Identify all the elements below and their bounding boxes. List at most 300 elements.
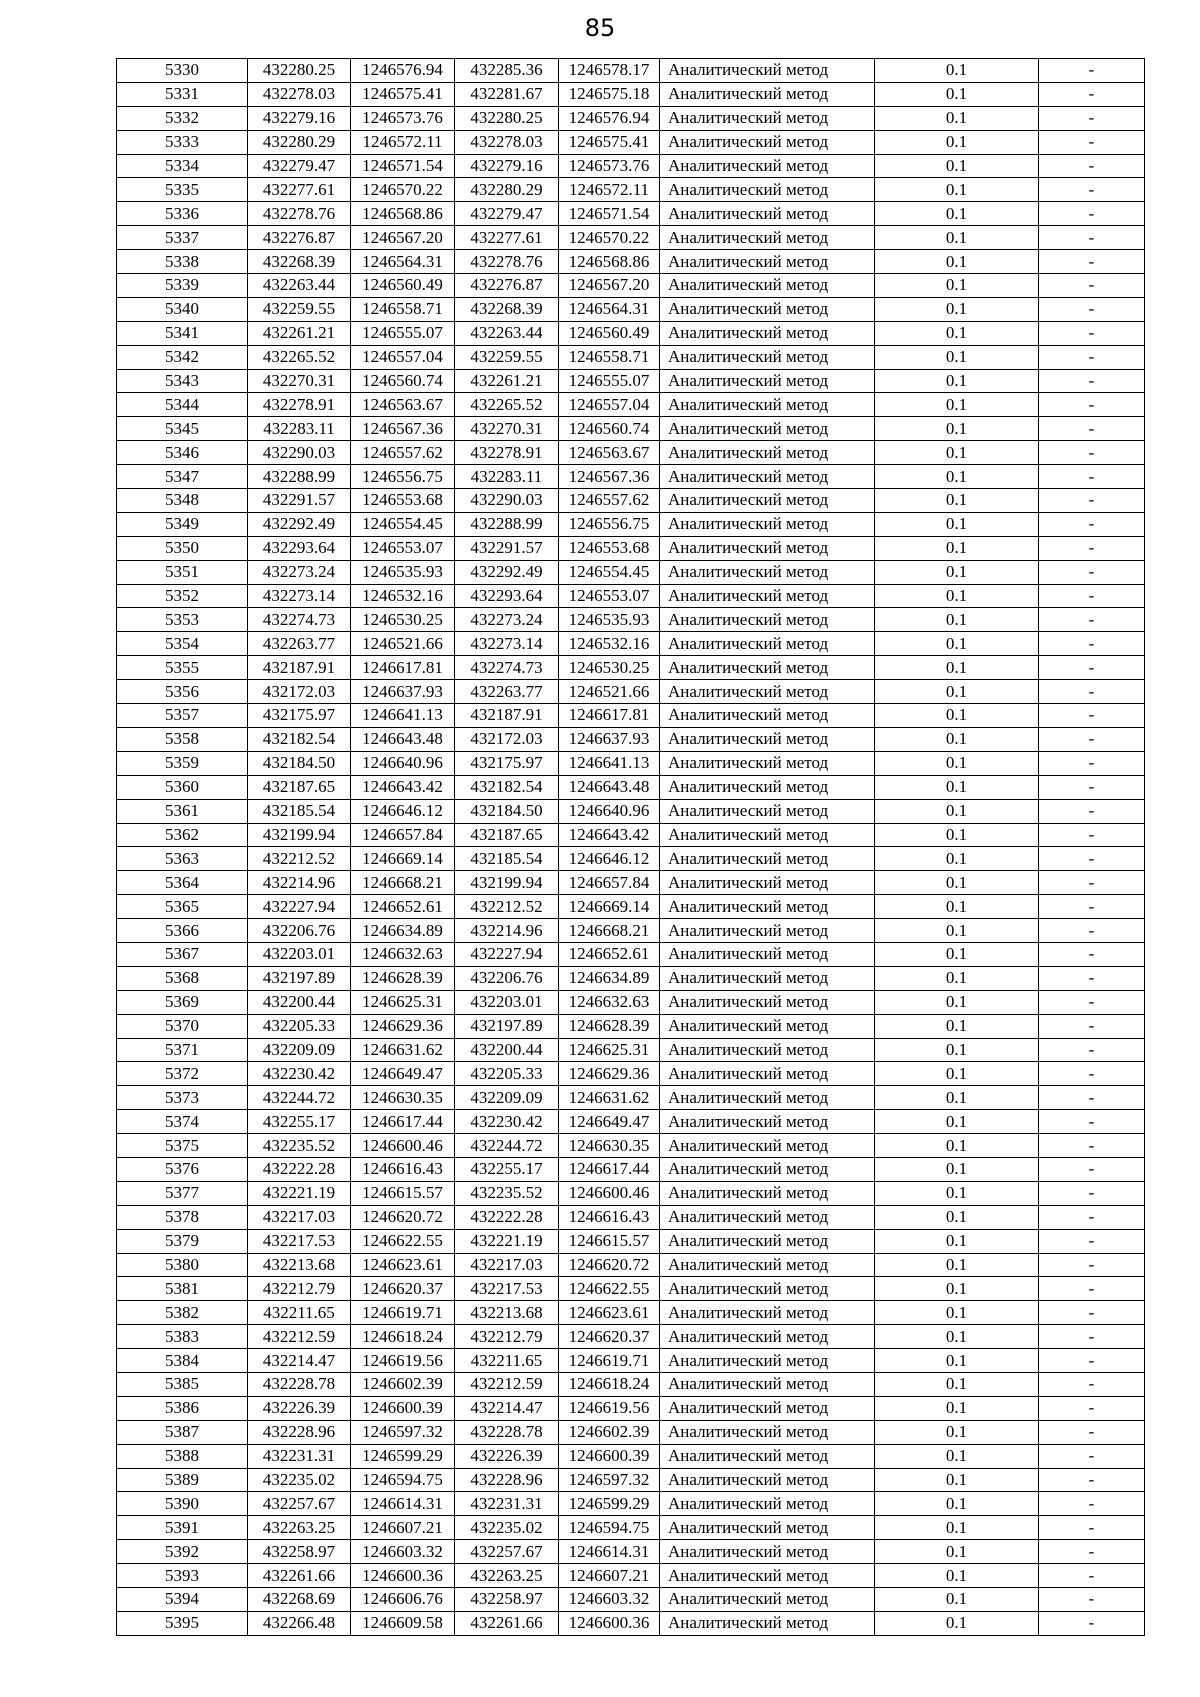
x2-cell: 432278.03: [455, 130, 559, 154]
x1-cell: 432273.14: [248, 584, 351, 608]
point-number-cell: 5359: [117, 751, 248, 775]
method-cell: Аналитический метод: [660, 751, 875, 775]
accuracy-cell: 0.1: [875, 1492, 1039, 1516]
x2-cell: 432217.03: [455, 1253, 559, 1277]
y1-cell: 1246643.48: [351, 727, 455, 751]
y1-cell: 1246630.35: [351, 1086, 455, 1110]
method-cell: Аналитический метод: [660, 1420, 875, 1444]
y2-cell: 1246555.07: [559, 369, 660, 393]
x1-cell: 432226.39: [248, 1396, 351, 1420]
y2-cell: 1246619.71: [559, 1349, 660, 1373]
x1-cell: 432235.52: [248, 1134, 351, 1158]
point-number-cell: 5349: [117, 512, 248, 536]
y1-cell: 1246557.04: [351, 345, 455, 369]
method-cell: Аналитический метод: [660, 345, 875, 369]
y2-cell: 1246560.49: [559, 321, 660, 345]
table-row: [117, 942, 1145, 966]
table-row: [117, 1277, 1145, 1301]
method-cell: Аналитический метод: [660, 584, 875, 608]
table-row: [117, 1110, 1145, 1134]
y1-cell: 1246597.32: [351, 1420, 455, 1444]
y1-cell: 1246617.44: [351, 1110, 455, 1134]
accuracy-cell: 0.1: [875, 1014, 1039, 1038]
x2-cell: 432211.65: [455, 1349, 559, 1373]
accuracy-cell: 0.1: [875, 465, 1039, 489]
y2-cell: 1246560.74: [559, 417, 660, 441]
y2-cell: 1246622.55: [559, 1277, 660, 1301]
note-cell: -: [1039, 441, 1145, 465]
accuracy-cell: 0.1: [875, 1588, 1039, 1612]
note-cell: -: [1039, 919, 1145, 943]
x1-cell: 432222.28: [248, 1157, 351, 1181]
method-cell: Аналитический метод: [660, 297, 875, 321]
y2-cell: 1246557.04: [559, 393, 660, 417]
note-cell: -: [1039, 1110, 1145, 1134]
x1-cell: 432279.16: [248, 106, 351, 130]
point-number-cell: 5358: [117, 727, 248, 751]
table-row: [117, 823, 1145, 847]
point-number-cell: 5330: [117, 59, 248, 83]
x1-cell: 432258.97: [248, 1540, 351, 1564]
y2-cell: 1246631.62: [559, 1086, 660, 1110]
y2-cell: 1246617.44: [559, 1157, 660, 1181]
table-row: [117, 632, 1145, 656]
x2-cell: 432226.39: [455, 1444, 559, 1468]
accuracy-cell: 0.1: [875, 1564, 1039, 1588]
x2-cell: 432244.72: [455, 1134, 559, 1158]
x1-cell: 432261.21: [248, 321, 351, 345]
x2-cell: 432172.03: [455, 727, 559, 751]
method-cell: Аналитический метод: [660, 1014, 875, 1038]
accuracy-cell: 0.1: [875, 966, 1039, 990]
table-row: [117, 1086, 1145, 1110]
note-cell: -: [1039, 1588, 1145, 1612]
y1-cell: 1246600.39: [351, 1396, 455, 1420]
x2-cell: 432222.28: [455, 1205, 559, 1229]
point-number-cell: 5381: [117, 1277, 248, 1301]
accuracy-cell: 0.1: [875, 775, 1039, 799]
point-number-cell: 5376: [117, 1157, 248, 1181]
x1-cell: 432200.44: [248, 990, 351, 1014]
note-cell: -: [1039, 1205, 1145, 1229]
method-cell: Аналитический метод: [660, 202, 875, 226]
accuracy-cell: 0.1: [875, 1444, 1039, 1468]
accuracy-cell: 0.1: [875, 1205, 1039, 1229]
accuracy-cell: 0.1: [875, 1325, 1039, 1349]
y2-cell: 1246530.25: [559, 656, 660, 680]
point-number-cell: 5393: [117, 1564, 248, 1588]
x2-cell: 432184.50: [455, 799, 559, 823]
accuracy-cell: 0.1: [875, 441, 1039, 465]
table-row: [117, 1420, 1145, 1444]
y2-cell: 1246607.21: [559, 1564, 660, 1588]
x2-cell: 432263.44: [455, 321, 559, 345]
table-row: [117, 1492, 1145, 1516]
x1-cell: 432255.17: [248, 1110, 351, 1134]
accuracy-cell: 0.1: [875, 202, 1039, 226]
table-row: [117, 1468, 1145, 1492]
y2-cell: 1246602.39: [559, 1420, 660, 1444]
point-number-cell: 5352: [117, 584, 248, 608]
note-cell: -: [1039, 1492, 1145, 1516]
y1-cell: 1246652.61: [351, 895, 455, 919]
y2-cell: 1246567.20: [559, 274, 660, 298]
note-cell: -: [1039, 1540, 1145, 1564]
x2-cell: 432187.65: [455, 823, 559, 847]
table-row: [117, 895, 1145, 919]
point-number-cell: 5337: [117, 226, 248, 250]
x1-cell: 432184.50: [248, 751, 351, 775]
note-cell: -: [1039, 871, 1145, 895]
point-number-cell: 5372: [117, 1062, 248, 1086]
note-cell: -: [1039, 226, 1145, 250]
accuracy-cell: 0.1: [875, 1229, 1039, 1253]
point-number-cell: 5370: [117, 1014, 248, 1038]
y1-cell: 1246614.31: [351, 1492, 455, 1516]
x2-cell: 432197.89: [455, 1014, 559, 1038]
x2-cell: 432290.03: [455, 489, 559, 513]
method-cell: Аналитический метод: [660, 919, 875, 943]
point-number-cell: 5333: [117, 130, 248, 154]
point-number-cell: 5367: [117, 942, 248, 966]
accuracy-cell: 0.1: [875, 489, 1039, 513]
table-row: [117, 369, 1145, 393]
x1-cell: 432172.03: [248, 680, 351, 704]
point-number-cell: 5379: [117, 1229, 248, 1253]
method-cell: Аналитический метод: [660, 1134, 875, 1158]
method-cell: Аналитический метод: [660, 226, 875, 250]
point-number-cell: 5338: [117, 250, 248, 274]
note-cell: -: [1039, 130, 1145, 154]
note-cell: -: [1039, 1014, 1145, 1038]
table-row: [117, 1134, 1145, 1158]
method-cell: Аналитический метод: [660, 1157, 875, 1181]
point-number-cell: 5344: [117, 393, 248, 417]
y2-cell: 1246614.31: [559, 1540, 660, 1564]
x2-cell: 432279.47: [455, 202, 559, 226]
y1-cell: 1246563.67: [351, 393, 455, 417]
method-cell: Аналитический метод: [660, 1540, 875, 1564]
y2-cell: 1246576.94: [559, 106, 660, 130]
table-row: [117, 536, 1145, 560]
method-cell: Аналитический метод: [660, 1110, 875, 1134]
note-cell: -: [1039, 990, 1145, 1014]
x2-cell: 432283.11: [455, 465, 559, 489]
table-row: [117, 871, 1145, 895]
method-cell: Аналитический метод: [660, 106, 875, 130]
note-cell: -: [1039, 704, 1145, 728]
y1-cell: 1246567.36: [351, 417, 455, 441]
accuracy-cell: 0.1: [875, 297, 1039, 321]
method-cell: Аналитический метод: [660, 1062, 875, 1086]
accuracy-cell: 0.1: [875, 1349, 1039, 1373]
x1-cell: 432231.31: [248, 1444, 351, 1468]
accuracy-cell: 0.1: [875, 321, 1039, 345]
y2-cell: 1246572.11: [559, 178, 660, 202]
method-cell: Аналитический метод: [660, 656, 875, 680]
x1-cell: 432279.47: [248, 154, 351, 178]
note-cell: -: [1039, 751, 1145, 775]
note-cell: -: [1039, 297, 1145, 321]
method-cell: Аналитический метод: [660, 727, 875, 751]
y2-cell: 1246617.81: [559, 704, 660, 728]
table-row: [117, 1372, 1145, 1396]
accuracy-cell: 0.1: [875, 1611, 1039, 1635]
table-row: [117, 274, 1145, 298]
x1-cell: 432212.79: [248, 1277, 351, 1301]
method-cell: Аналитический метод: [660, 966, 875, 990]
method-cell: Аналитический метод: [660, 59, 875, 83]
x2-cell: 432182.54: [455, 775, 559, 799]
x1-cell: 432291.57: [248, 489, 351, 513]
x1-cell: 432268.39: [248, 250, 351, 274]
accuracy-cell: 0.1: [875, 130, 1039, 154]
x1-cell: 432228.78: [248, 1372, 351, 1396]
table-row: [117, 82, 1145, 106]
x2-cell: 432185.54: [455, 847, 559, 871]
y1-cell: 1246554.45: [351, 512, 455, 536]
x1-cell: 432214.47: [248, 1349, 351, 1373]
x2-cell: 432175.97: [455, 751, 559, 775]
x2-cell: 432257.67: [455, 1540, 559, 1564]
y2-cell: 1246553.68: [559, 536, 660, 560]
x2-cell: 432263.77: [455, 680, 559, 704]
x1-cell: 432227.94: [248, 895, 351, 919]
method-cell: Аналитический метод: [660, 1492, 875, 1516]
x1-cell: 432259.55: [248, 297, 351, 321]
y1-cell: 1246571.54: [351, 154, 455, 178]
table-row: [117, 1062, 1145, 1086]
y2-cell: 1246558.71: [559, 345, 660, 369]
point-number-cell: 5339: [117, 274, 248, 298]
y1-cell: 1246572.11: [351, 130, 455, 154]
x1-cell: 432185.54: [248, 799, 351, 823]
point-number-cell: 5351: [117, 560, 248, 584]
point-number-cell: 5360: [117, 775, 248, 799]
y2-cell: 1246575.18: [559, 82, 660, 106]
point-number-cell: 5371: [117, 1038, 248, 1062]
method-cell: Аналитический метод: [660, 608, 875, 632]
x1-cell: 432228.96: [248, 1420, 351, 1444]
y2-cell: 1246625.31: [559, 1038, 660, 1062]
y1-cell: 1246623.61: [351, 1253, 455, 1277]
x2-cell: 432187.91: [455, 704, 559, 728]
table-row: [117, 1516, 1145, 1540]
x2-cell: 432268.39: [455, 297, 559, 321]
point-number-cell: 5340: [117, 297, 248, 321]
table-row: [117, 584, 1145, 608]
y1-cell: 1246607.21: [351, 1516, 455, 1540]
method-cell: Аналитический метод: [660, 130, 875, 154]
method-cell: Аналитический метод: [660, 680, 875, 704]
point-number-cell: 5364: [117, 871, 248, 895]
note-cell: -: [1039, 656, 1145, 680]
y1-cell: 1246619.71: [351, 1301, 455, 1325]
x1-cell: 432212.52: [248, 847, 351, 871]
y2-cell: 1246599.29: [559, 1492, 660, 1516]
accuracy-cell: 0.1: [875, 632, 1039, 656]
point-number-cell: 5373: [117, 1086, 248, 1110]
x2-cell: 432270.31: [455, 417, 559, 441]
point-number-cell: 5392: [117, 1540, 248, 1564]
accuracy-cell: 0.1: [875, 250, 1039, 274]
x1-cell: 432278.03: [248, 82, 351, 106]
point-number-cell: 5354: [117, 632, 248, 656]
x2-cell: 432258.97: [455, 1588, 559, 1612]
x1-cell: 432187.91: [248, 656, 351, 680]
y2-cell: 1246556.75: [559, 512, 660, 536]
note-cell: -: [1039, 274, 1145, 298]
table-row: [117, 847, 1145, 871]
y2-cell: 1246620.72: [559, 1253, 660, 1277]
note-cell: -: [1039, 632, 1145, 656]
x1-cell: 432182.54: [248, 727, 351, 751]
note-cell: -: [1039, 106, 1145, 130]
x2-cell: 432276.87: [455, 274, 559, 298]
accuracy-cell: 0.1: [875, 1372, 1039, 1396]
table-row: [117, 1325, 1145, 1349]
note-cell: -: [1039, 1229, 1145, 1253]
x1-cell: 432280.25: [248, 59, 351, 83]
note-cell: -: [1039, 369, 1145, 393]
x2-cell: 432291.57: [455, 536, 559, 560]
table-row: [117, 1205, 1145, 1229]
accuracy-cell: 0.1: [875, 727, 1039, 751]
x1-cell: 432187.65: [248, 775, 351, 799]
table-row: [117, 489, 1145, 513]
x1-cell: 432266.48: [248, 1611, 351, 1635]
y2-cell: 1246641.13: [559, 751, 660, 775]
y1-cell: 1246618.24: [351, 1325, 455, 1349]
note-cell: -: [1039, 1611, 1145, 1635]
point-number-cell: 5395: [117, 1611, 248, 1635]
x1-cell: 432277.61: [248, 178, 351, 202]
x1-cell: 432197.89: [248, 966, 351, 990]
accuracy-cell: 0.1: [875, 871, 1039, 895]
method-cell: Аналитический метод: [660, 1468, 875, 1492]
y2-cell: 1246616.43: [559, 1205, 660, 1229]
x1-cell: 432205.33: [248, 1014, 351, 1038]
x2-cell: 432200.44: [455, 1038, 559, 1062]
y1-cell: 1246616.43: [351, 1157, 455, 1181]
x2-cell: 432261.66: [455, 1611, 559, 1635]
y1-cell: 1246532.16: [351, 584, 455, 608]
table-row: [117, 154, 1145, 178]
x1-cell: 432270.31: [248, 369, 351, 393]
table-row: [117, 1253, 1145, 1277]
y2-cell: 1246629.36: [559, 1062, 660, 1086]
y2-cell: 1246640.96: [559, 799, 660, 823]
x1-cell: 432209.09: [248, 1038, 351, 1062]
note-cell: -: [1039, 417, 1145, 441]
accuracy-cell: 0.1: [875, 942, 1039, 966]
y1-cell: 1246576.94: [351, 59, 455, 83]
note-cell: -: [1039, 560, 1145, 584]
x2-cell: 432227.94: [455, 942, 559, 966]
y1-cell: 1246619.56: [351, 1349, 455, 1373]
y2-cell: 1246623.61: [559, 1301, 660, 1325]
x1-cell: 432290.03: [248, 441, 351, 465]
x2-cell: 432221.19: [455, 1229, 559, 1253]
accuracy-cell: 0.1: [875, 1086, 1039, 1110]
point-number-cell: 5356: [117, 680, 248, 704]
y1-cell: 1246631.62: [351, 1038, 455, 1062]
accuracy-cell: 0.1: [875, 823, 1039, 847]
x1-cell: 432292.49: [248, 512, 351, 536]
y2-cell: 1246615.57: [559, 1229, 660, 1253]
note-cell: -: [1039, 1062, 1145, 1086]
x2-cell: 432288.99: [455, 512, 559, 536]
y1-cell: 1246637.93: [351, 680, 455, 704]
point-number-cell: 5369: [117, 990, 248, 1014]
x2-cell: 432209.09: [455, 1086, 559, 1110]
page-number: 85: [584, 14, 616, 42]
y1-cell: 1246560.74: [351, 369, 455, 393]
table-row: [117, 297, 1145, 321]
table-row: [117, 178, 1145, 202]
method-cell: Аналитический метод: [660, 82, 875, 106]
x1-cell: 432217.53: [248, 1229, 351, 1253]
note-cell: -: [1039, 1181, 1145, 1205]
note-cell: -: [1039, 727, 1145, 751]
note-cell: -: [1039, 1253, 1145, 1277]
table-row: [117, 1157, 1145, 1181]
accuracy-cell: 0.1: [875, 1134, 1039, 1158]
accuracy-cell: 0.1: [875, 1540, 1039, 1564]
method-cell: Аналитический метод: [660, 1277, 875, 1301]
method-cell: Аналитический метод: [660, 369, 875, 393]
y2-cell: 1246597.32: [559, 1468, 660, 1492]
y2-cell: 1246568.86: [559, 250, 660, 274]
accuracy-cell: 0.1: [875, 560, 1039, 584]
x1-cell: 432261.66: [248, 1564, 351, 1588]
table-row: [117, 1301, 1145, 1325]
y1-cell: 1246557.62: [351, 441, 455, 465]
x1-cell: 432221.19: [248, 1181, 351, 1205]
accuracy-cell: 0.1: [875, 1277, 1039, 1301]
x2-cell: 432217.53: [455, 1277, 559, 1301]
point-number-cell: 5390: [117, 1492, 248, 1516]
y1-cell: 1246620.37: [351, 1277, 455, 1301]
note-cell: -: [1039, 536, 1145, 560]
table-row: [117, 1181, 1145, 1205]
x2-cell: 432280.25: [455, 106, 559, 130]
x2-cell: 432203.01: [455, 990, 559, 1014]
method-cell: Аналитический метод: [660, 441, 875, 465]
method-cell: Аналитический метод: [660, 154, 875, 178]
x1-cell: 432244.72: [248, 1086, 351, 1110]
y1-cell: 1246602.39: [351, 1372, 455, 1396]
table-row: [117, 560, 1145, 584]
x2-cell: 432259.55: [455, 345, 559, 369]
point-number-cell: 5384: [117, 1349, 248, 1373]
method-cell: Аналитический метод: [660, 1229, 875, 1253]
y1-cell: 1246568.86: [351, 202, 455, 226]
x2-cell: 432214.96: [455, 919, 559, 943]
note-cell: -: [1039, 489, 1145, 513]
x2-cell: 432281.67: [455, 82, 559, 106]
point-number-cell: 5368: [117, 966, 248, 990]
x2-cell: 432235.02: [455, 1516, 559, 1540]
point-number-cell: 5385: [117, 1372, 248, 1396]
point-number-cell: 5345: [117, 417, 248, 441]
x2-cell: 432230.42: [455, 1110, 559, 1134]
accuracy-cell: 0.1: [875, 274, 1039, 298]
note-cell: -: [1039, 1277, 1145, 1301]
table-row: [117, 608, 1145, 632]
point-number-cell: 5375: [117, 1134, 248, 1158]
table-row: [117, 345, 1145, 369]
